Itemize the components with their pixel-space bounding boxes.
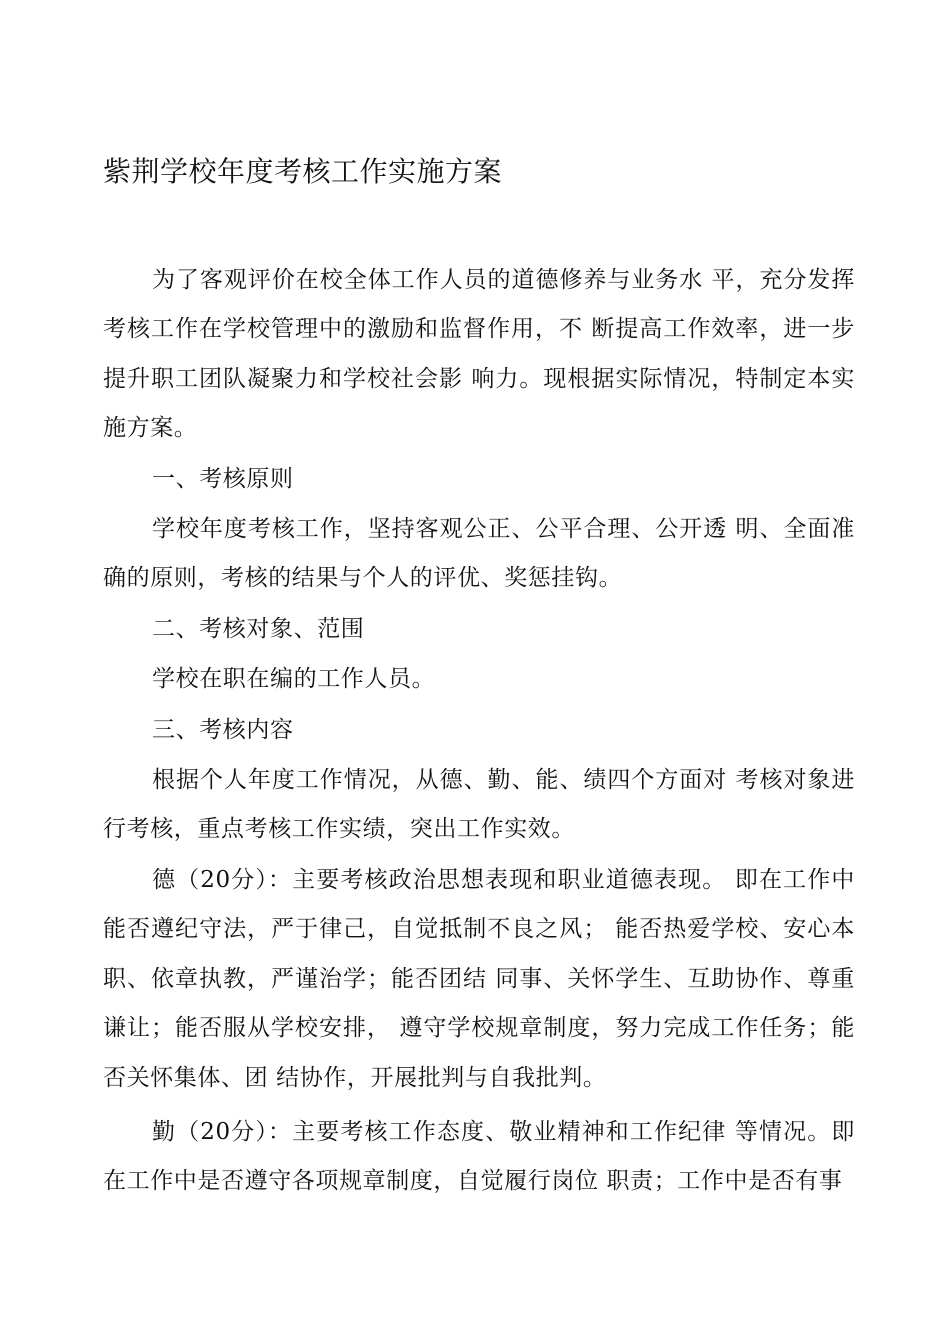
- paragraph-morality: 德（20分）：主要考核政治思想表现和职业道德表现。 即在工作中能否遵纪守法，严于律己，自觉抵制不良之风； 能否热爱学校、安心本职、依章执教，严谨治学；能否团结 同事、关怀学生、互助协作、尊重谦让；能否服从学校安排， 遵守学校规章制度，努力完成工作任务；能否关怀集体、团 结协作，开展批判与自我批判。: [103, 866, 855, 1091]
- heading-scope: 二、考核对象、范围: [152, 615, 365, 642]
- heading-content: 三、考核内容: [152, 716, 294, 743]
- document-body: [103, 256, 855, 1208]
- paragraph-intro: 为了客观评价在校全体工作人员的道德修养与业务水 平，充分发挥考核工作在学校管理中的激励和监督作用，不 断提高工作效率，进一步提升职工团队凝聚力和学校社会影 响力。现根据实际情况，特制定本实施方案。: [103, 267, 855, 442]
- paragraph-principles: 学校年度考核工作，坚持客观公正、公平合理、公开透 明、全面准确的原则，考核的结果与个人的评优、奖惩挂钩。: [103, 516, 855, 592]
- heading-principles: 一、考核原则: [152, 465, 294, 492]
- paragraph-content: 根据个人年度工作情况，从德、勤、能、绩四个方面对 考核对象进行考核，重点考核工作实绩，突出工作实效。: [103, 767, 855, 843]
- paragraph-scope: 学校在职在编的工作人员。: [152, 666, 436, 693]
- paragraph-diligence: 勤（20分）：主要考核工作态度、敬业精神和工作纪律 等情况。即在工作中是否遵守各项规章制度，自觉履行岗位 职责；工作中是否有事: [103, 1118, 855, 1195]
- document-title: 紫荆学校年度考核工作实施方案: [103, 155, 503, 188]
